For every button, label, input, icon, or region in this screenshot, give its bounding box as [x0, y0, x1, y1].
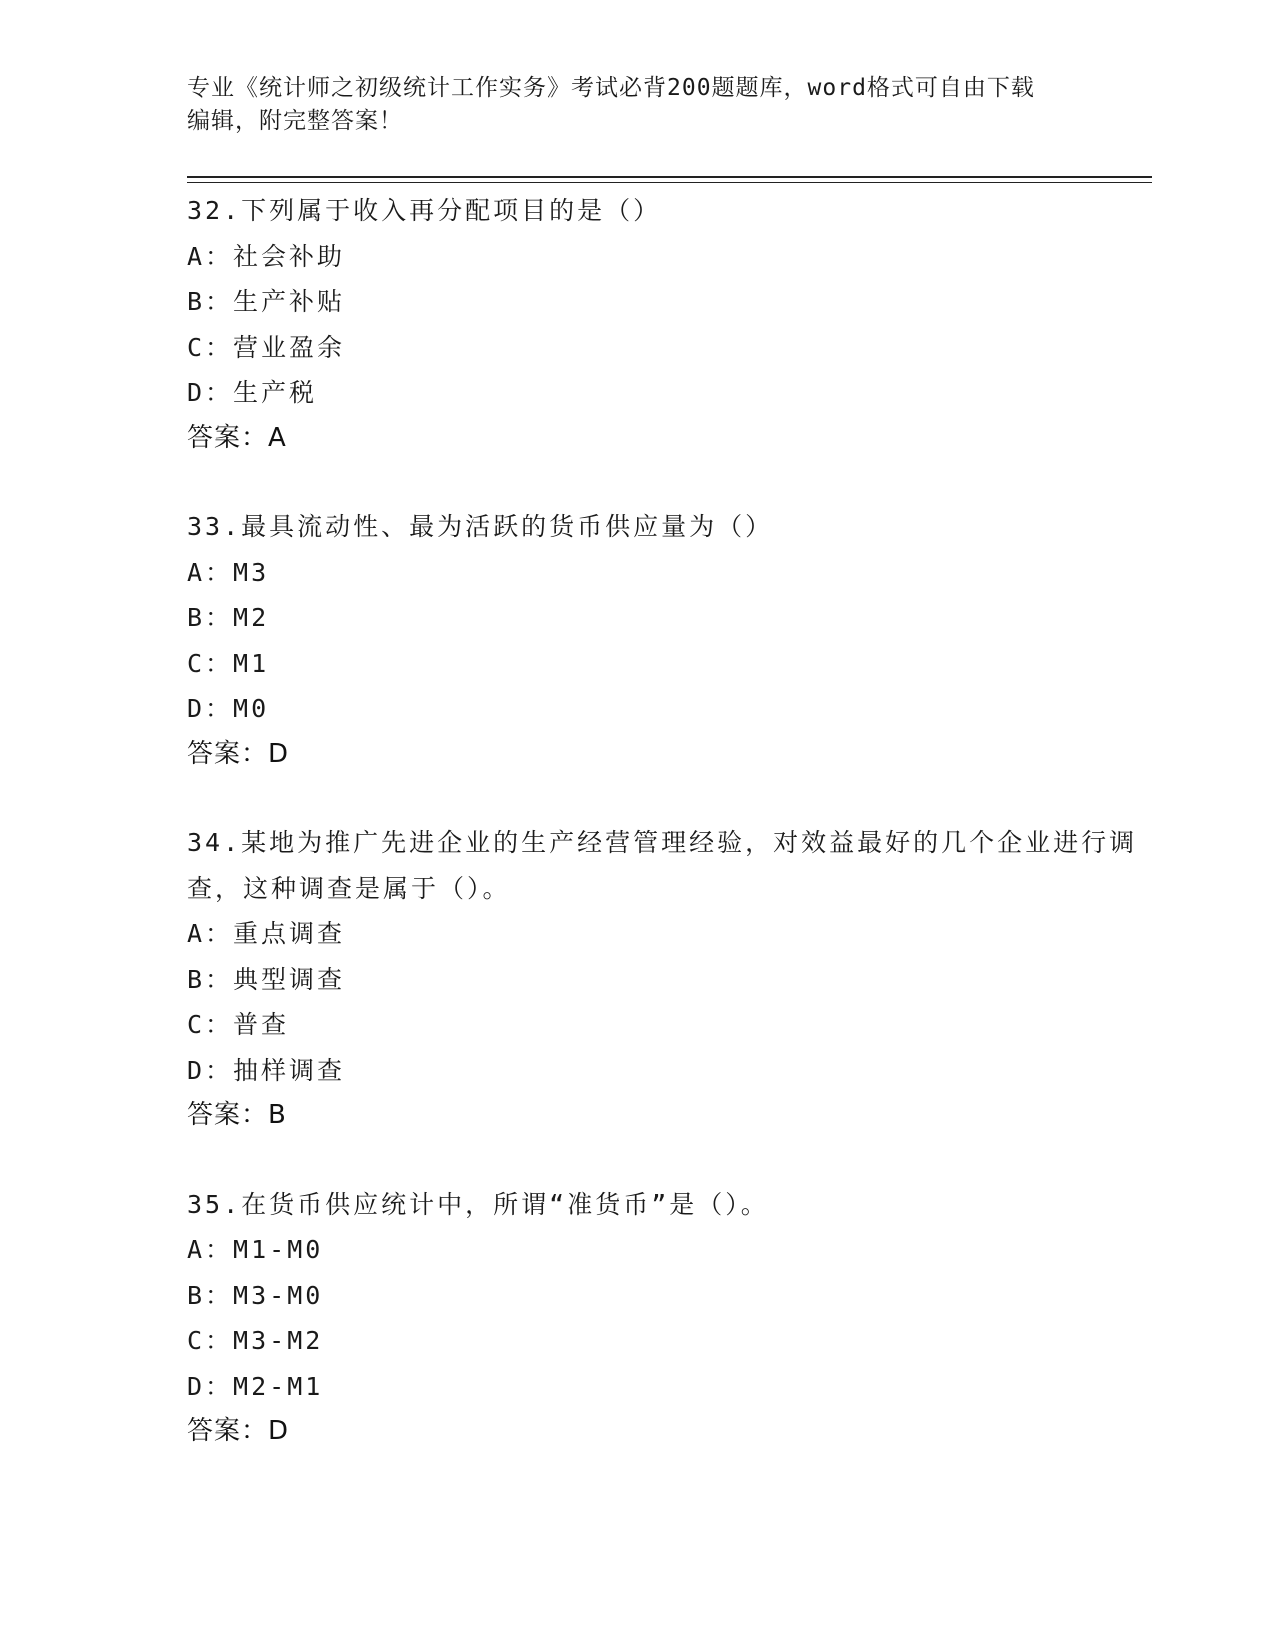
option-b: B：生产补贴 — [187, 287, 346, 316]
option-a: A：M3 — [187, 557, 270, 587]
question-stem: 32.下列属于收入再分配项目的是（） — [187, 196, 662, 225]
option-c: C：营业盈余 — [187, 332, 346, 362]
option-c: C：普查 — [187, 1010, 290, 1039]
document-header — [187, 72, 1087, 138]
option-a: A：M1-M0 — [187, 1235, 324, 1264]
header-line-1: 专业《统计师之初级统计工作实务》考试必背200题题库，word格式可自由下载 — [187, 75, 1035, 101]
question-stem: 34.某地为推广先进企业的生产经营管理经验，对效益最好的几个企业进行调查，这种调查是属于（）。 — [187, 828, 1138, 903]
option-a: A：社会补助 — [187, 241, 346, 271]
header-line-2: 编辑，附完整答案！ — [187, 108, 403, 134]
option-b: B：典型调查 — [187, 964, 346, 994]
option-d: D：M0 — [187, 694, 270, 723]
question-34 — [187, 820, 1147, 1139]
option-a: A：重点调查 — [187, 919, 346, 948]
answer-label: 答案：D — [187, 738, 290, 769]
question-32 — [187, 188, 1147, 461]
option-c: C：M3-M2 — [187, 1326, 324, 1355]
option-d: D：M2-M1 — [187, 1371, 324, 1401]
answer-label: 答案：A — [187, 422, 287, 453]
question-35 — [187, 1182, 1147, 1455]
header-divider-thin — [187, 182, 1152, 183]
answer-label: 答案：D — [187, 1416, 290, 1446]
option-c: C：M1 — [187, 648, 270, 678]
answer-label: 答案：B — [187, 1100, 287, 1130]
question-33 — [187, 504, 1147, 777]
question-stem: 33.最具流动性、最为活跃的货币供应量为（） — [187, 512, 774, 541]
question-list — [187, 188, 1147, 1498]
option-b: B：M3-M0 — [187, 1280, 324, 1310]
option-b: B：M2 — [187, 603, 270, 632]
option-d: D：生产税 — [187, 378, 318, 407]
question-stem: 35.在货币供应统计中，所谓“准货币”是（）。 — [187, 1189, 769, 1219]
option-d: D：抽样调查 — [187, 1055, 346, 1085]
header-divider-thick — [187, 176, 1152, 178]
